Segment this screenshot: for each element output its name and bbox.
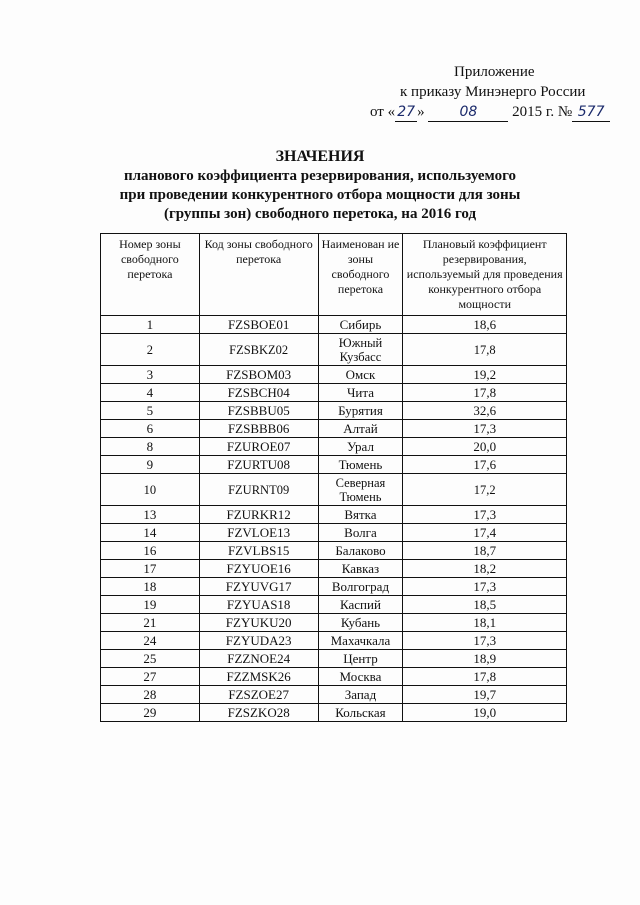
zone-code-cell: FZVLOE13 [199,524,318,542]
zone-name-cell: Омск [318,366,403,384]
coefficient-cell: 17,2 [403,474,567,506]
zone-code-cell: FZSZKO28 [199,704,318,722]
table-row [101,650,567,668]
document-title [0,147,640,224]
title-line-1: планового коэффициента резервирования, используемого [123,168,517,184]
zone-name-cell: Вятка [318,506,403,524]
date-mid: » [417,104,425,120]
zone-number-cell: 3 [101,366,200,384]
zone-number-cell: 27 [101,668,200,686]
zone-code-cell: FZUROE07 [199,438,318,456]
table-row [101,686,567,704]
zone-name-cell: Урал [318,438,403,456]
zone-number-cell: 17 [101,560,200,578]
zone-code-cell: FZZMSK26 [199,668,318,686]
coefficient-cell: 17,8 [403,668,567,686]
coefficient-cell: 18,5 [403,596,567,614]
zone-name-cell: Москва [318,668,403,686]
table-row [101,438,567,456]
zone-name-cell: Кубань [318,614,403,632]
date-month: 08 [428,104,508,122]
table-row [101,632,567,650]
coefficient-cell: 17,3 [403,420,567,438]
table-row [101,668,567,686]
zone-number-cell: 16 [101,542,200,560]
coefficient-cell: 18,7 [403,542,567,560]
date-prefix: от « [370,104,396,120]
table-body [101,316,567,722]
zone-number-cell: 14 [101,524,200,542]
order-number: 577 [572,104,610,122]
coefficient-cell: 32,6 [403,402,567,420]
zone-code-cell: FZURNT09 [199,474,318,506]
coefficient-cell: 20,0 [403,438,567,456]
appendix-date-line [370,102,630,122]
coefficients-table [100,233,567,722]
zone-code-cell: FZYUAS18 [199,596,318,614]
table-row [101,524,567,542]
coefficient-cell: 18,9 [403,650,567,668]
coefficient-cell: 17,3 [403,506,567,524]
zone-code-cell: FZYUVG17 [199,578,318,596]
zone-name-cell: Бурятия [318,402,403,420]
zone-code-cell: FZZNOE24 [199,650,318,668]
zone-name-cell: Волгоград [318,578,403,596]
zone-name-cell: Тюмень [318,456,403,474]
coefficient-cell: 17,8 [403,334,567,366]
table-row [101,578,567,596]
table-row [101,596,567,614]
zone-code-cell: FZYUDA23 [199,632,318,650]
table-header-row [101,234,567,316]
table-row [101,334,567,366]
table-row [101,542,567,560]
zone-code-cell: FZSBOE01 [199,316,318,334]
zone-number-cell: 18 [101,578,200,596]
zone-number-cell: 19 [101,596,200,614]
coefficient-cell: 17,8 [403,384,567,402]
table-row [101,456,567,474]
table-row [101,560,567,578]
appendix-block [370,62,630,122]
zone-name-cell: Волга [318,524,403,542]
title-main: ЗНАЧЕНИЯ [275,148,365,165]
zone-code-cell: FZURTU08 [199,456,318,474]
zone-name-cell: Центр [318,650,403,668]
coefficient-cell: 17,6 [403,456,567,474]
header-zone-name: Наименован ие зоны свободного перетока [318,234,403,316]
zone-name-cell: Сибирь [318,316,403,334]
coefficient-cell: 17,4 [403,524,567,542]
table-row [101,384,567,402]
table-row [101,402,567,420]
zone-code-cell: FZSBKZ02 [199,334,318,366]
zone-name-cell: Балаково [318,542,403,560]
zone-number-cell: 6 [101,420,200,438]
zone-number-cell: 9 [101,456,200,474]
zone-code-cell: FZSZOE27 [199,686,318,704]
zone-name-cell: Кавказ [318,560,403,578]
zone-number-cell: 10 [101,474,200,506]
coefficient-cell: 19,7 [403,686,567,704]
zone-name-cell: Каспий [318,596,403,614]
appendix-order: к приказу Минэнерго России [400,84,586,100]
zone-code-cell: FZSBBU05 [199,402,318,420]
zone-number-cell: 21 [101,614,200,632]
title-line-2: при проведении конкурентного отбора мощности для зоны [119,187,521,203]
zone-code-cell: FZSBOM03 [199,366,318,384]
zone-number-cell: 28 [101,686,200,704]
table-row [101,316,567,334]
table-row [101,420,567,438]
coefficient-cell: 18,2 [403,560,567,578]
year-text: 2015 г. № [512,104,573,120]
zone-number-cell: 5 [101,402,200,420]
zone-code-cell: FZVLBS15 [199,542,318,560]
zone-name-cell: Махачкала [318,632,403,650]
zone-code-cell: FZURKR12 [199,506,318,524]
header-coefficient: Плановый коэффициент резервирования, используемый для проведения конкурентного отбора мощности [403,234,567,316]
zone-code-cell: FZSBBB06 [199,420,318,438]
zone-number-cell: 4 [101,384,200,402]
zone-number-cell: 29 [101,704,200,722]
table-row [101,506,567,524]
zone-name-cell: Чита [318,384,403,402]
table-row [101,704,567,722]
zone-number-cell: 13 [101,506,200,524]
zone-name-cell: Северная Тюмень [318,474,403,506]
header-zone-code: Код зоны свободного перетока [199,234,318,316]
zone-number-cell: 1 [101,316,200,334]
zone-number-cell: 24 [101,632,200,650]
zone-code-cell: FZYUKU20 [199,614,318,632]
header-zone-number: Номер зоны свободного перетока [101,234,200,316]
table-row [101,474,567,506]
date-day: 27 [395,104,417,122]
coefficient-cell: 17,3 [403,578,567,596]
zone-name-cell: Алтай [318,420,403,438]
zone-code-cell: FZYUOE16 [199,560,318,578]
table-row [101,366,567,384]
zone-name-cell: Кольская [318,704,403,722]
zone-code-cell: FZSBCH04 [199,384,318,402]
coefficient-cell: 18,6 [403,316,567,334]
title-line-3: (группы зон) свободного перетока, на 2016 год [163,206,477,222]
zone-number-cell: 25 [101,650,200,668]
appendix-title: Приложение [454,64,535,80]
coefficient-cell: 18,1 [403,614,567,632]
zone-name-cell: Запад [318,686,403,704]
zone-number-cell: 2 [101,334,200,366]
coefficient-cell: 19,0 [403,704,567,722]
zone-number-cell: 8 [101,438,200,456]
coefficient-cell: 19,2 [403,366,567,384]
table-row [101,614,567,632]
coefficient-cell: 17,3 [403,632,567,650]
zone-name-cell: Южный Кузбасс [318,334,403,366]
